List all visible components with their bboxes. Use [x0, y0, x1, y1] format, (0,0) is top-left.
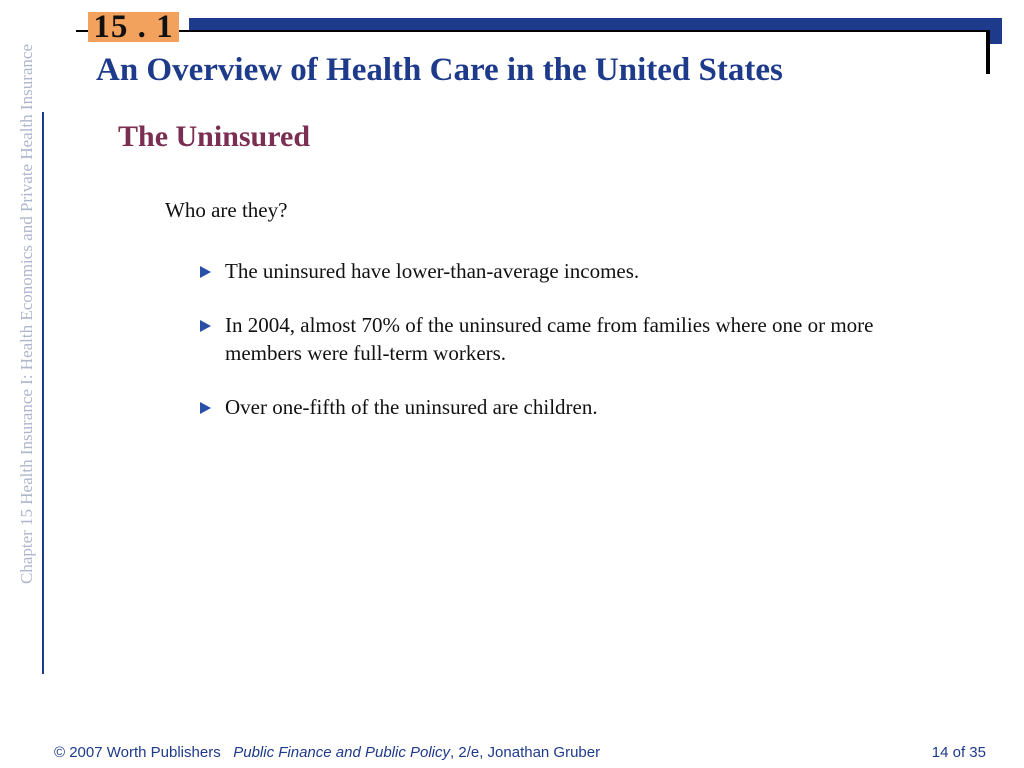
page-number: 14 of 35 [931, 744, 986, 761]
footer [54, 744, 600, 761]
section-number: 15 . 1 [88, 12, 179, 42]
triangle-right-icon [200, 320, 211, 332]
list-item [200, 257, 920, 285]
footer-edition-author: , 2/e, Jonathan Gruber [450, 744, 601, 761]
footer-copyright: © 2007 Worth Publishers [54, 744, 221, 761]
bullet-list [200, 257, 920, 447]
slide-title: An Overview of Health Care in the United States [96, 52, 783, 88]
bullet-text: The uninsured have lower-than-average incomes. [225, 259, 640, 283]
bullet-text: Over one-fifth of the uninsured are children. [225, 395, 598, 419]
triangle-right-icon [200, 402, 211, 414]
slide-subtitle: The Uninsured [118, 120, 311, 153]
triangle-right-icon [200, 266, 211, 278]
header-white-gap [189, 32, 986, 44]
chapter-label: Chapter 15 Health Insurance I: Health Economics and Private Health Insurance [17, 44, 36, 585]
chapter-label-container [12, 44, 42, 728]
header-rule-right [986, 30, 990, 74]
header-rule-mid [179, 30, 189, 32]
header-rule-left [76, 30, 88, 32]
list-item [200, 393, 920, 421]
list-item [200, 311, 920, 367]
footer-book-title: Public Finance and Public Policy [233, 744, 451, 761]
intro-text: Who are they? [165, 198, 288, 222]
header-rule [189, 30, 989, 32]
side-rule [42, 112, 44, 674]
bullet-text: In 2004, almost 70% of the uninsured came from families where one or more members were full-term workers. [225, 313, 874, 365]
